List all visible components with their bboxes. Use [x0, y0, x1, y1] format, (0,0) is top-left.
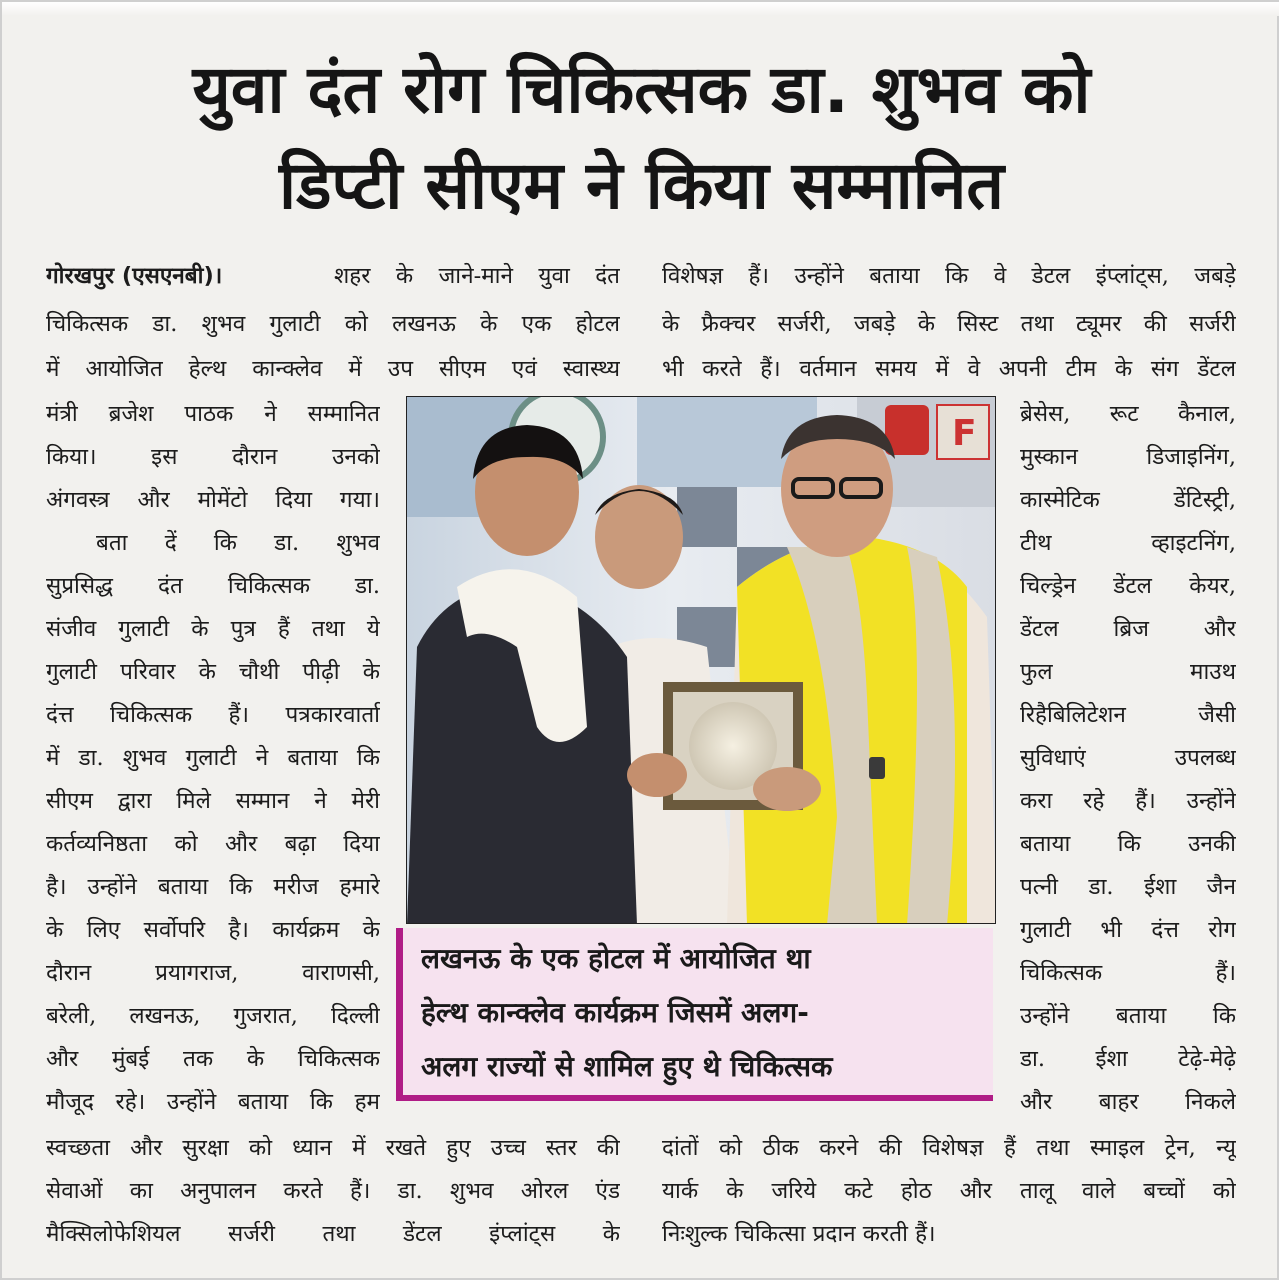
photo-caption-line: अलग राज्यों से शामिल हुए थे चिकित्सक	[421, 1050, 833, 1083]
article-line: ब्रेसेस, रूट कैनाल,	[1020, 401, 1236, 427]
article-line: मैक्सिलोफेशियल सर्जरी तथा डेंटल इंप्लांट्स के	[46, 1221, 620, 1247]
photo-caption-line: लखनऊ के एक होटल में आयोजित था	[421, 942, 811, 975]
article-line: में आयोजित हेल्थ कान्क्लेव में उप सीएम एवं स्वास्थ्य	[46, 356, 620, 382]
article-line: बता दें कि डा. शुभव	[96, 530, 380, 556]
article-line: सुप्रसिद्ध दंत चिकित्सक डा.	[46, 573, 380, 599]
article-line: सेवाओं का अनुपालन करते हैं। डा. शुभव ओरल एंड	[46, 1178, 620, 1204]
award-photo-illustration	[407, 397, 996, 924]
article-line: बरेली, लखनऊ, गुजरात, दिल्ली	[46, 1003, 380, 1029]
article-line: संजीव गुलाटी के पुत्र हैं तथा ये	[46, 616, 380, 642]
article-line: मंत्री ब्रजेश पाठक ने सम्मानित	[46, 401, 380, 427]
article-line: विशेषज्ञ हैं। उन्होंने बताया कि वे डेटल इंप्लांट्स, जबड़े	[662, 263, 1236, 289]
photo-caption-box	[396, 928, 993, 1101]
top-edge	[2, 2, 1279, 16]
article-line: निःशुल्क चिकित्सा प्रदान करती हैं।	[662, 1221, 936, 1247]
article-line: रिहैबिलिटेशन जैसी	[1020, 702, 1236, 728]
headline-line-1: युवा दंत रोग चिकित्सक डा. शुभव को	[192, 51, 1091, 128]
article-line: डा. ईशा टेढ़े-मेढ़े	[1020, 1046, 1236, 1072]
article-line: कास्मेटिक डेंटिस्ट्री,	[1020, 487, 1236, 513]
article-line: के फ्रैक्चर सर्जरी, जबड़े के सिस्ट तथा ट्यूमर की सर्जरी	[662, 311, 1236, 337]
award-photo	[406, 396, 996, 924]
article-line: कर्तव्यनिष्ठता को और बढ़ा दिया	[46, 831, 380, 857]
photo-caption-line: हेल्थ कान्क्लेव कार्यक्रम जिसमें अलग-	[421, 996, 809, 1029]
svg-text:F: F	[952, 413, 977, 454]
article-line: में डा. शुभव गुलाटी ने बताया कि	[46, 745, 380, 771]
article-line: पत्नी डा. ईशा जैन	[1020, 874, 1236, 900]
article-line: दंत्त चिकित्सक हैं। पत्रकारवार्ता	[46, 702, 380, 728]
article-line: टीथ व्हाइटनिंग,	[1020, 530, 1236, 556]
article-line: करा रहे हैं। उन्होंने	[1020, 788, 1236, 814]
article-line: और बाहर निकले	[1020, 1089, 1236, 1115]
article-line: भी करते हैं। वर्तमान समय में वे अपनी टीम के संग डेंटल	[662, 356, 1236, 382]
article-line: गुलाटी परिवार के चौथी पीढ़ी के	[46, 659, 380, 685]
article-line: फुल माउथ	[1020, 659, 1236, 685]
article-line: अंगवस्त्र और मोमेंटो दिया गया।	[46, 487, 380, 513]
article-line: मौजूद रहे। उन्होंने बताया कि हम	[46, 1089, 380, 1115]
article-line: दांतों को ठीक करने की विशेषज्ञ हैं तथा स्माइल ट्रेन, न्यू	[662, 1135, 1236, 1161]
headline-line-2: डिप्टी सीएम ने किया सम्मानित	[278, 147, 1005, 224]
article-line: के लिए सर्वोपरि है। कार्यक्रम के	[46, 917, 380, 943]
article-line: यार्क के जरिये कटे होठ और तालू वाले बच्चों को	[662, 1178, 1236, 1204]
dateline: गोरखपुर (एसएनबी)।	[46, 263, 223, 289]
article-line: स्वच्छता और सुरक्षा को ध्यान में रखते हुए उच्च स्तर की	[46, 1135, 620, 1161]
article-line: बताया कि उनकी	[1020, 831, 1236, 857]
article-line: किया। इस दौरान उनको	[46, 444, 380, 470]
article-line: गुलाटी भी दंत्त रोग	[1020, 917, 1236, 943]
article-line: चिल्ड्रेन डेंटल केयर,	[1020, 573, 1236, 599]
article-line: सुविधाएं उपलब्ध	[1020, 745, 1236, 771]
article-line: उन्होंने बताया कि	[1020, 1003, 1236, 1029]
article-line: है। उन्होंने बताया कि मरीज हमारे	[46, 874, 380, 900]
article-line: और मुंबई तक के चिकित्सक	[46, 1046, 380, 1072]
article-line: मुस्कान डिजाइनिंग,	[1020, 444, 1236, 470]
article-line: शहर के जाने-माने युवा दंत	[334, 263, 620, 289]
article-line: डेंटल ब्रिज और	[1020, 616, 1236, 642]
article-line: चिकित्सक हैं।	[1020, 960, 1236, 986]
article-line: चिकित्सक डा. शुभव गुलाटी को लखनऊ के एक होटल	[46, 311, 620, 337]
article-line: दौरान प्रयागराज, वाराणसी,	[46, 960, 380, 986]
article-line: सीएम द्वारा मिले सम्मान ने मेरी	[46, 788, 380, 814]
